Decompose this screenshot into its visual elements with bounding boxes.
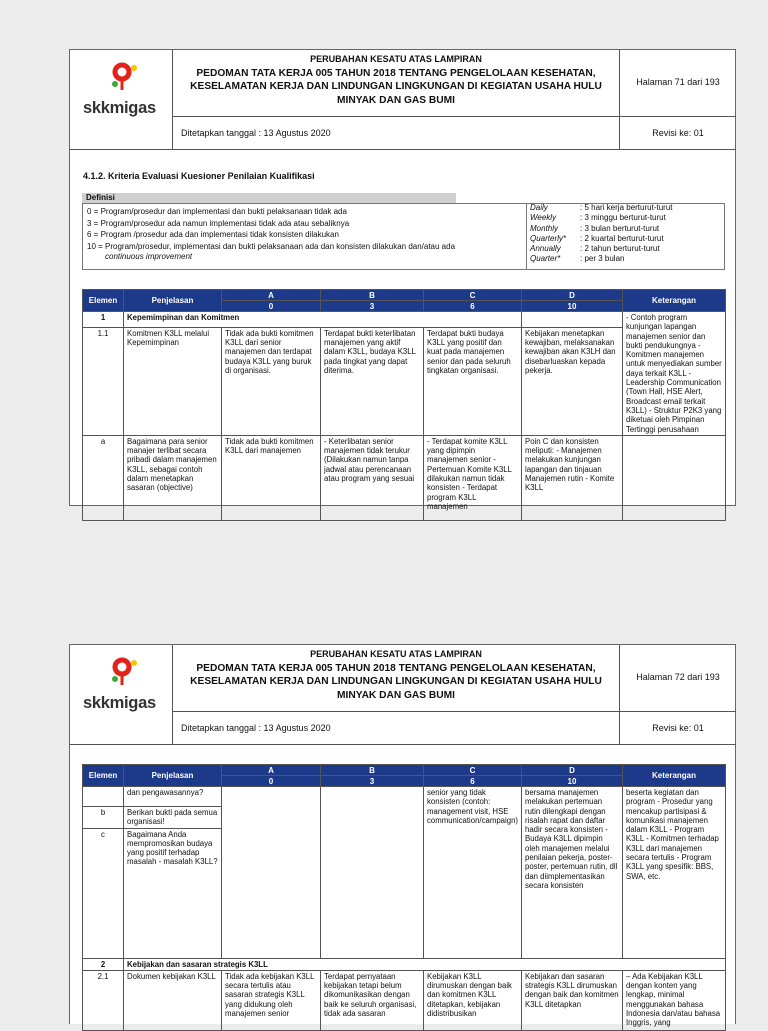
document-title bbox=[172, 50, 620, 117]
cell-no: a bbox=[83, 435, 124, 520]
title-line-3: KESELAMATAN KERJA DAN LINDUNGAN LINGKUNGAN DI KEGIATAN USAHA HULU bbox=[190, 676, 602, 687]
col-c-score: 6 bbox=[424, 776, 522, 787]
table-row bbox=[83, 970, 726, 1030]
document-title bbox=[172, 645, 620, 712]
cell-d: Kebijakan menetapkan kewajiban, melaksanakan kewajiban akan K3LH dan disebarluaskan kepada pekerja. bbox=[522, 327, 623, 435]
cell-penjelasan: Bagaimana para senior manajer terlibat secara pribadi dalam manajemen K3LL, sebagai contoh dalam menetapkan sasaran (objective) bbox=[124, 435, 222, 520]
cell-d: Poin C dan konsisten meliputi: - Manajemen melakukan kunjungan lapangan dan tinjauan Manajemen rutin - Komite K3LL bbox=[522, 435, 623, 520]
score-definitions bbox=[87, 206, 527, 261]
cell-no: b bbox=[83, 807, 124, 829]
title-line-2: PEDOMAN TATA KERJA 005 TAHUN 2018 TENTANG PENGELOLAAN KESEHATAN, bbox=[196, 67, 596, 79]
definisi-label: Definisi bbox=[82, 193, 456, 203]
cell-d: bersama manajemen melakukan pertemuan rutin dilengkapi dengan risalah rapat dan daftar hadir secara konsisten - Budaya K3LL dipimpin oleh manajemen melalui penilaian pekerja, poster-poster, pertemuan rutin, dll dan diimplementasikan secara konsisten bbox=[522, 787, 623, 959]
col-c-score: 6 bbox=[424, 301, 522, 312]
logo-text: skkmigas bbox=[83, 99, 156, 117]
cell-a: Tidak ada kebijakan K3LL secara tertulis atau sasaran strategis K3LL yang didukung oleh manajemen senior bbox=[222, 970, 321, 1030]
col-b: B bbox=[321, 290, 424, 301]
logo-cell bbox=[70, 645, 173, 745]
frequency-desc: : 3 bulan berturut-turut bbox=[580, 223, 660, 233]
cell-c: - Terdapat komite K3LL yang dipimpin manajemen senior - Pertemuan Komite K3LL dilakukan namun tidak konsisten - Terdapat program K3LL manajemen bbox=[424, 435, 522, 520]
frequency-term: Annually bbox=[530, 244, 561, 254]
section-title: Kepemimpinan dan Komitmen bbox=[124, 312, 522, 328]
cell-c: Terdapat bukti budaya K3LL yang positif dan kuat pada manajemen senior dan pada seluruh tingkatan organisasi. bbox=[424, 327, 522, 435]
frequency-term: Daily bbox=[530, 203, 548, 212]
definition-line: 3 = Program/prosedur ada namun implementasi tidak ada atau sebaliknya bbox=[87, 218, 350, 228]
cell-penjelasan: dan pengawasannya? bbox=[124, 787, 222, 807]
criteria-table bbox=[82, 289, 726, 521]
cell-d: Kebijakan dan sasaran strategis K3LL dirumuskan dengan baik dan komitmen K3LL ditetapkan bbox=[522, 970, 623, 1030]
frequency-item bbox=[530, 234, 726, 244]
cell-no: 2.1 bbox=[83, 970, 124, 1030]
table-row bbox=[83, 787, 726, 807]
definition-continuation: continuous improvement bbox=[105, 252, 193, 261]
cell-a: Tidak ada bukti komitmen K3LL dari senior manajemen dan terdapat budaya K3LL yang buruk di organisasi. bbox=[222, 327, 321, 435]
col-b-score: 3 bbox=[321, 776, 424, 787]
col-keterangan: Keterangan bbox=[623, 765, 726, 787]
col-b: B bbox=[321, 765, 424, 776]
section-heading: 4.1.2. Kriteria Evaluasi Kuesioner Penilaian Kualifikasi bbox=[83, 171, 315, 181]
col-d: D bbox=[522, 765, 623, 776]
cell-penjelasan: Berikan bukti pada semua organisasi! bbox=[124, 807, 222, 829]
col-a-score: 0 bbox=[222, 776, 321, 787]
cell-a: Tidak ada bukti komitmen K3LL dari manajemen bbox=[222, 435, 321, 520]
cell-no: 1 bbox=[83, 312, 124, 328]
logo-text: skkmigas bbox=[83, 694, 156, 712]
col-penjelasan: Penjelasan bbox=[124, 290, 222, 312]
cell-b: - Keterlibatan senior manajemen tidak terukur (Dilakukan namun tanpa jadwal atau perencanaan atau program yang sesuai bbox=[321, 435, 424, 520]
col-keterangan: Keterangan bbox=[623, 290, 726, 312]
page-number: Halaman 71 dari 193 bbox=[636, 77, 720, 87]
document-page-71 bbox=[69, 49, 736, 511]
frequency-term: Weekly bbox=[530, 213, 557, 223]
title-line-4: MINYAK DAN GAS BUMI bbox=[337, 94, 455, 106]
revision-cell bbox=[619, 711, 736, 745]
col-a-score: 0 bbox=[222, 301, 321, 312]
date-cell bbox=[172, 116, 620, 150]
cell-keterangan: beserta kegiatan dan program - Prosedur yang mencakup partisipasi & komunikasi manajemen dalam K3LL - Program K3LL - Komitmen terhadap K3LL dari manajemen secara tertulis - Program K3LL yang spesifik: BBS, SWA, etc. bbox=[623, 787, 726, 959]
col-b-score: 3 bbox=[321, 301, 424, 312]
cell-penjelasan: Dokumen kebijakan K3LL bbox=[124, 970, 222, 1030]
cell-c: senior yang tidak konsisten (contoh: management visit, HSE communication/campaign) bbox=[424, 787, 522, 959]
col-a: A bbox=[222, 290, 321, 301]
cell-keterangan: - Contoh program kunjungan lapangan manajemen senior dan bukti pendukungnya - Komitmen manajemen untuk menyediakan sumber daya terkait K3LL - Leadership Communication (Town Hall, HSE Alert, Broadcast email terkait K3LL) - Struktur P2K3 yang diketuai oleh Pimpinan Tertinggi perusahaan bbox=[623, 312, 726, 436]
frequency-desc: : 5 hari kerja berturut-turut bbox=[580, 203, 673, 212]
col-elemen: Elemen bbox=[83, 290, 124, 312]
definition-line: 6 = Program /prosedur ada dan implementasi tidak konsisten dilakukan bbox=[87, 230, 339, 239]
col-elemen: Elemen bbox=[83, 765, 124, 787]
page-number-cell bbox=[619, 50, 736, 117]
col-c: C bbox=[424, 290, 522, 301]
cell-no: 1.1 bbox=[83, 327, 124, 435]
table-row bbox=[83, 958, 726, 970]
established-date: Ditetapkan tanggal : 13 Agustus 2020 bbox=[181, 128, 331, 138]
col-c: C bbox=[424, 765, 522, 776]
frequency-term: Monthly bbox=[530, 223, 559, 233]
page-number-cell bbox=[619, 645, 736, 712]
frequency-term: Quarterly* bbox=[530, 233, 567, 243]
section-title: Kebijakan dan sasaran strategis K3LL bbox=[124, 958, 726, 970]
page-header bbox=[70, 645, 735, 745]
title-line-2: PEDOMAN TATA KERJA 005 TAHUN 2018 TENTANG PENGELOLAAN KESEHATAN, bbox=[196, 662, 596, 674]
definition-line: 10 = Program/prosedur, implementasi dan bukti pelaksanaan ada dan konsisten dilakukan dan/atau ada bbox=[87, 241, 456, 251]
frequency-item bbox=[530, 244, 726, 254]
frequency-desc: : 2 kuartal berturut-turut bbox=[580, 233, 664, 243]
col-d-score: 10 bbox=[522, 301, 623, 312]
title-line-1: PERUBAHAN KESATU ATAS LAMPIRAN bbox=[310, 649, 482, 659]
col-penjelasan: Penjelasan bbox=[124, 765, 222, 787]
title-line-3: KESELAMATAN KERJA DAN LINDUNGAN LINGKUNGAN DI KEGIATAN USAHA HULU bbox=[190, 81, 602, 92]
revision-number: Revisi ke: 01 bbox=[652, 128, 704, 138]
criteria-table bbox=[82, 764, 726, 1031]
frequency-definitions bbox=[526, 203, 726, 270]
col-a: A bbox=[222, 765, 321, 776]
cell-c: Kebijakan K3LL dirumuskan dengan baik dan komitmen K3LL ditetapkan, kebijakan didistribusikan bbox=[424, 970, 522, 1030]
cell-keterangan: – Ada Kebijakan K3LL dengan konten yang lengkap, minimal menggunakan bahasa Indonesia dan/atau bahasa Inggris, yang bbox=[623, 970, 726, 1030]
frequency-term: Quarter* bbox=[530, 254, 561, 264]
logo-cell bbox=[70, 50, 173, 150]
title-line-1: PERUBAHAN KESATU ATAS LAMPIRAN bbox=[310, 54, 482, 64]
frequency-item bbox=[530, 213, 726, 223]
definisi-box bbox=[82, 203, 725, 270]
page-number: Halaman 72 dari 193 bbox=[636, 672, 720, 682]
frequency-desc: : 3 minggu berturut-turut bbox=[580, 213, 666, 223]
frequency-desc: : per 3 bulan bbox=[580, 254, 625, 264]
title-line-4: MINYAK DAN GAS BUMI bbox=[337, 689, 455, 701]
cell-penjelasan: Komitmen K3LL melalui Kepemimpinan bbox=[124, 327, 222, 435]
col-d-score: 10 bbox=[522, 776, 623, 787]
established-date: Ditetapkan tanggal : 13 Agustus 2020 bbox=[181, 723, 331, 733]
cell-no: c bbox=[83, 828, 124, 958]
frequency-item bbox=[530, 203, 726, 213]
table-row bbox=[83, 435, 726, 520]
date-cell bbox=[172, 711, 620, 745]
frequency-item bbox=[530, 254, 726, 264]
cell-b: Terdapat bukti keterlibatan manajemen yang aktif dalam K3LL, budaya K3LL pada tingkat yang dapat diterima. bbox=[321, 327, 424, 435]
table-row bbox=[83, 312, 726, 328]
cell-no: 2 bbox=[83, 958, 124, 970]
revision-number: Revisi ke: 01 bbox=[652, 723, 704, 733]
page-header bbox=[70, 50, 735, 150]
cell-penjelasan: Bagaimana Anda mempromosikan budaya yang positif terhadap masalah - masalah K3LL? bbox=[124, 828, 222, 958]
frequency-item bbox=[530, 224, 726, 234]
cell-b: Terdapat pernyataan kebijakan tetapi belum dikomunikasikan dengan baik ke seluruh organisasi, tidak ada sasaran bbox=[321, 970, 424, 1030]
definition-line: 0 = Program/prosedur dan implementasi dan bukti pelaksanaan tidak ada bbox=[87, 207, 347, 216]
col-d: D bbox=[522, 290, 623, 301]
revision-cell bbox=[619, 116, 736, 150]
document-page-72 bbox=[69, 644, 736, 1028]
frequency-desc: : 2 tahun berturut-turut bbox=[580, 244, 660, 254]
